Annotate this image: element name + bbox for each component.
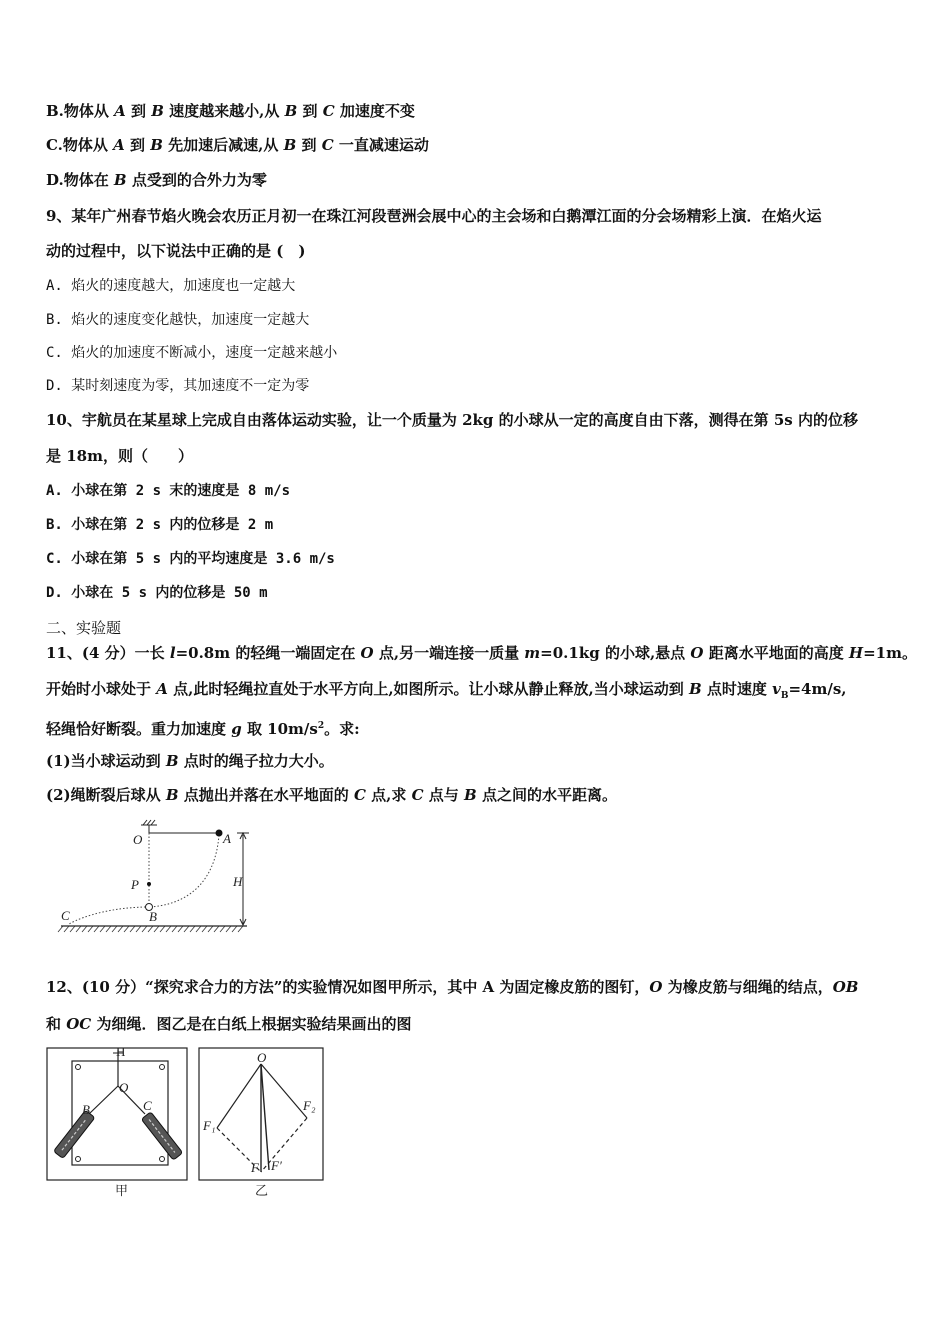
hatch-mark [76,926,81,932]
q12-figure-jia [45,1046,191,1198]
var: C [321,136,334,154]
text: =1m。 [863,644,917,662]
var: B [283,136,297,154]
q11-sub1 [46,751,906,771]
hatch-mark [160,926,165,932]
text: 速度越来越小,从 [163,102,285,120]
subscript: B [780,691,789,701]
text: 点,此时轻绳拉直处于水平方向上,如图所示。让小球从静止释放,当小球运动到 [167,680,689,698]
hatch-mark [190,926,195,932]
superscript: 2 [317,721,325,731]
hatch-mark [220,926,225,932]
q11-line2 [46,679,906,706]
q8-option-c [46,135,906,155]
text: 点时速度 [701,680,773,698]
label-b: B [82,1102,90,1117]
q10-stem-line2: 是 18m，则（ ） [46,447,193,465]
ball-a [216,830,223,837]
hatch-mark [154,926,159,932]
text: 。求: [324,720,360,738]
hatch-mark [82,926,87,932]
var: OC [66,1015,92,1033]
text: (1)当小球运动到 [46,752,166,770]
var: B [284,102,298,120]
hatch-mark [238,926,243,932]
hatch-mark [118,926,123,932]
text: D.物体在 [46,171,114,189]
q10-stem-line1: 10、宇航员在某星球上完成自由落体运动实验，让一个质量为 2kg 的小球从一定的高度自由下落，测得在第 5s 内的位移 [46,411,858,429]
var: C [354,786,366,804]
label-f-prime: F′ [271,1158,282,1173]
hatch-mark [106,926,111,932]
q12-line2 [46,1014,906,1034]
text: 到 [125,102,152,120]
trajectory-ab [149,835,219,907]
var: B [689,680,702,698]
text: 为细绳．图乙是在白纸上根据实验结果画出的图 [91,1015,412,1033]
hatch-mark [232,926,237,932]
caption-jia: 甲 [115,1183,129,1198]
q9-option-a: A. 焰火的速度越大，加速度也一定越大 [46,278,296,294]
hatch-mark [226,926,231,932]
text: =0.8m 的轻绳一端固定在 [175,644,361,662]
hatch-mark [136,926,141,932]
text: B.物体从 [46,102,115,120]
hatch-mark [148,926,153,932]
text: 距离水平地面的高度 [703,644,849,662]
q9-option-b: B. 焰火的速度变化越快，加速度一定越大 [46,312,310,328]
string-ob [89,1086,118,1114]
label-p: P [131,877,139,892]
label-o: O [119,1080,129,1095]
var: l [169,644,176,662]
hatch-mark [142,926,147,932]
caption-yi: 乙 [255,1183,269,1198]
var: B [113,171,127,189]
q9-option-c: C. 焰火的加速度不断减小，速度一定越来越小 [46,345,338,361]
vector-f-prime [261,1064,269,1170]
q10-option-d: D. 小球在 5 s 内的位移是 50 m [46,585,268,601]
q11-line1 [46,643,917,663]
var: O [649,978,663,996]
var: O [360,644,374,662]
label-f1: F₁ [203,1118,216,1133]
text: 点之间的水平距离。 [476,786,617,804]
label-o: O [257,1050,267,1065]
hatch-mark [88,926,93,932]
pin [76,1157,81,1162]
q12-figure-yi [197,1046,327,1198]
q8-option-d [46,170,906,190]
text: =4m/s, [788,680,847,698]
var: C [411,786,424,804]
var: A [156,680,168,698]
pin [160,1157,165,1162]
label-c: C [143,1098,152,1113]
hatch-mark [64,926,69,932]
q11-sub2 [46,785,906,805]
text: 加速度不变 [334,102,415,120]
label-o: O [133,832,143,847]
point-p [147,882,151,886]
text: 到 [296,136,322,154]
var: A [113,136,125,154]
var: B [151,102,164,120]
q10-option-c: C. 小球在第 5 s 内的平均速度是 3.6 m/s [46,551,335,567]
label-a: A [223,831,231,846]
hatch-mark [70,926,75,932]
text: 点抛出并落在水平地面的 [178,786,354,804]
vector-f1 [217,1064,261,1128]
var: B [165,786,179,804]
hatch-mark [208,926,213,932]
pin [76,1065,81,1070]
text: 一直减速运动 [333,136,429,154]
ground-hatching [58,926,243,932]
trajectory-bc [69,907,149,924]
text: 和 [46,1015,67,1033]
q12-line1 [46,977,906,997]
var: A [114,102,126,120]
hatch-mark [130,926,135,932]
var: B [150,136,163,154]
label-c: C [61,908,70,923]
hatch-mark [196,926,201,932]
q11-line3 [46,716,906,739]
label-f2: F₂ [303,1098,316,1113]
text: 先加速后减速,从 [162,136,284,154]
pin [160,1065,165,1070]
hatch-mark [112,926,117,932]
hatch-mark [184,926,189,932]
q9-option-d: D. 某时刻速度为零，其加速度不一定为零 [46,378,310,394]
text: 为橡皮筋与细绳的结点， [662,978,833,996]
hatch-mark [178,926,183,932]
q10-option-b: B. 小球在第 2 s 内的位移是 2 m [46,517,274,533]
hatch-mark [94,926,99,932]
text: 点受到的合外力为零 [126,171,267,189]
hatch-mark [202,926,207,932]
var: O [690,644,704,662]
label-top: H [116,1046,126,1059]
hatch-mark [214,926,219,932]
text: 12、(10 分）“探究求合力的方法”的实验情况如图甲所示，其中 A 为固定橡皮筋的图钉， [46,978,650,996]
var: B [464,786,477,804]
text: (2)绳断裂后球从 [46,786,166,804]
var: C [322,102,335,120]
var: g [231,720,242,738]
var: H [848,644,864,662]
text: 取 10m/s [241,720,318,738]
var: m [524,644,541,662]
text: 到 [297,102,323,120]
var: OB [832,978,859,996]
label-b: B [149,909,157,924]
hatch-mark [58,926,63,932]
hatch-mark [100,926,105,932]
hatch-mark [172,926,177,932]
vector-f2 [261,1064,307,1118]
label-h: H [233,874,243,889]
text: 点,求 [365,786,412,804]
text: =0.1kg 的小球,悬点 [540,644,691,662]
text: 点,另一端连接一质量 [373,644,525,662]
text: 11、(4 分）一长 [46,644,170,662]
text: 点与 [423,786,465,804]
ceiling-support [141,820,157,833]
spring-scale-right [141,1112,182,1160]
text: 到 [124,136,151,154]
hatch-mark [166,926,171,932]
label-f: F [251,1160,259,1175]
q10-option-a: A. 小球在第 2 s 末的速度是 8 m/s [46,483,291,499]
text: C.物体从 [46,136,114,154]
hatch-mark [124,926,129,932]
var: B [165,752,179,770]
text: 轻绳恰好断裂。重力加速度 [46,720,232,738]
q9-stem-line1: 9、某年广州春节焰火晚会农历正月初一在珠江河段琶洲会展中心的主会场和白鹅潭江面的分会场精彩上演．在焰火运 [46,207,822,225]
board-outer [47,1048,187,1180]
q8-option-b [46,101,906,121]
var: v [772,680,781,698]
text: 点时的绳子拉力大小。 [178,752,334,770]
text: 开始时小球处于 [46,680,157,698]
q11-pendulum-figure [55,815,255,940]
spring-scale-left [53,1110,94,1158]
q9-stem-line2: 动的过程中，以下说法中正确的是 ( ) [46,242,306,260]
section-heading: 二、实验题 [46,619,122,637]
